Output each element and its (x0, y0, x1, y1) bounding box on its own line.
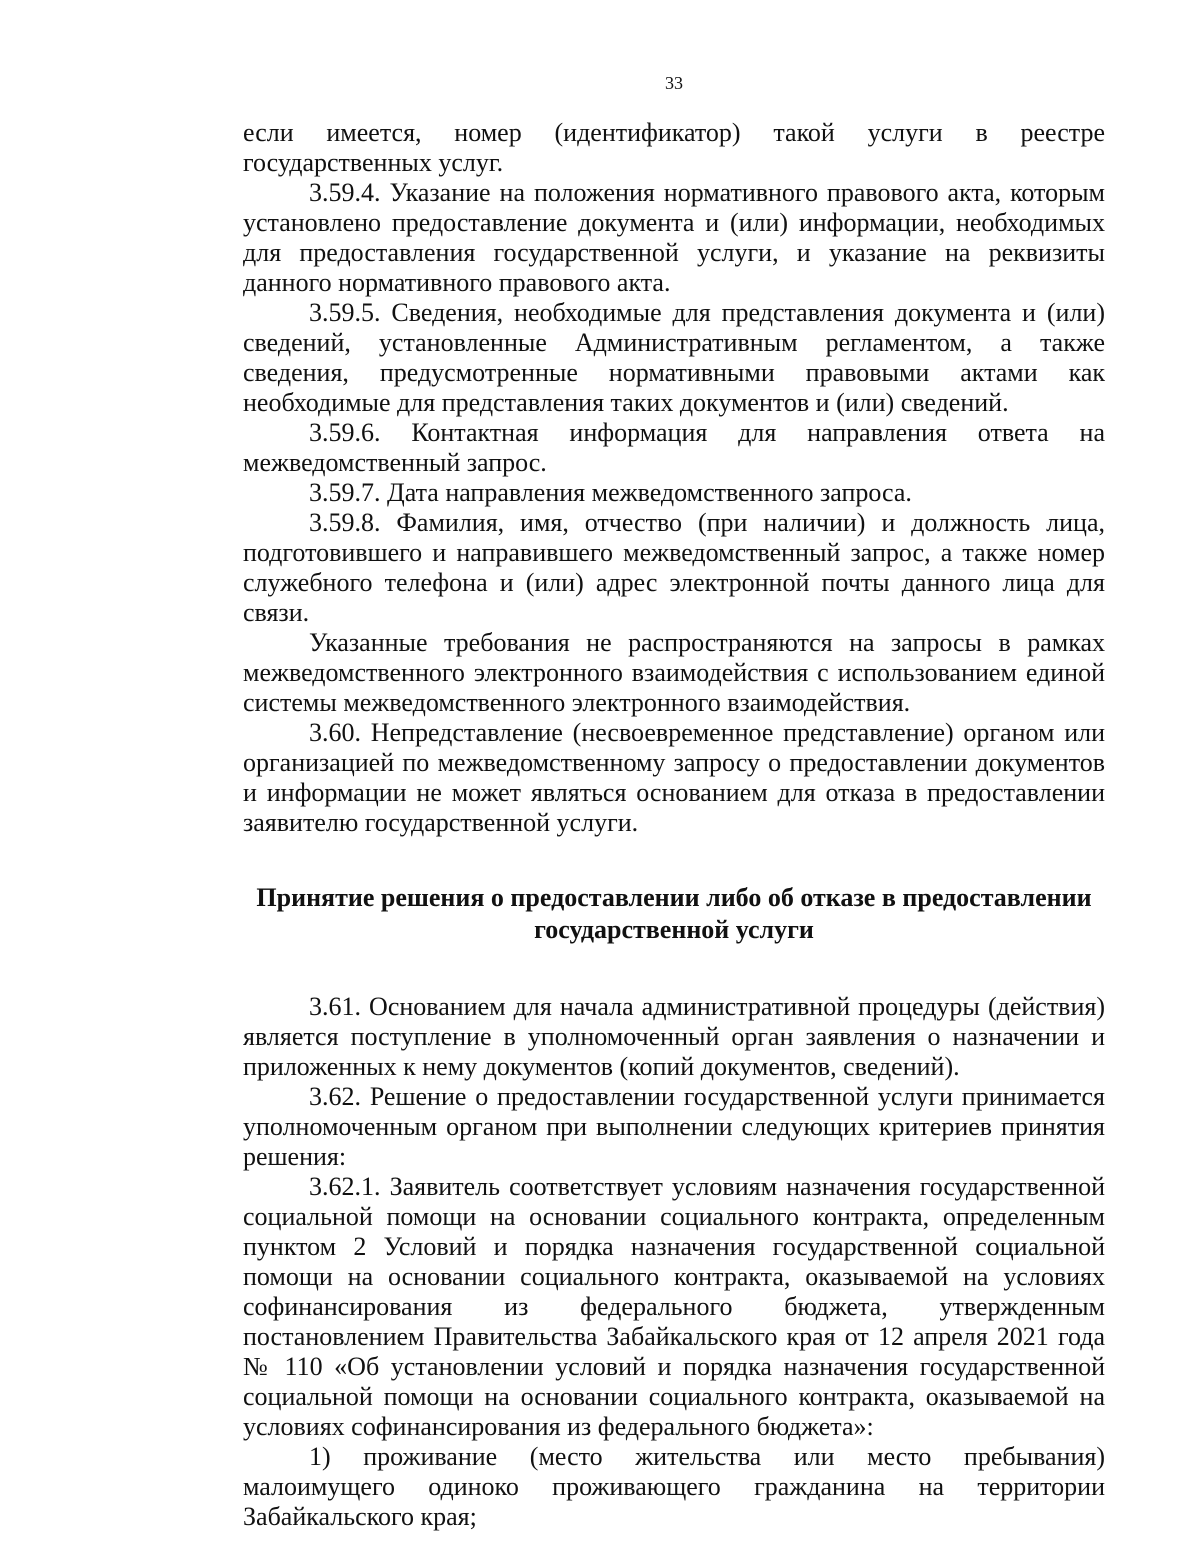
paragraph-item-1: 1) проживание (место жительства или место пребывания) малоимущего одиноко проживающего гражданина на территории Забайкальского края; (243, 1442, 1105, 1531)
section-heading-line-2: государственной услуги (534, 915, 814, 944)
paragraph-3-59-7: 3.59.7. Дата направления межведомственного запроса. (309, 478, 912, 507)
paragraph-3-61: 3.61. Основанием для начала административной процедуры (действия) является поступление в уполномоченный орган заявления о назначении и приложенных к нему документов (копий документов, сведений). (243, 992, 1105, 1081)
paragraph-requirements-note: Указанные требования не распространяются на запросы в рамках межведомственного электронного взаимодействия с использованием единой системы межведомственного электронного взаимодействия. (243, 628, 1105, 717)
paragraph-3-59-6: 3.59.6. Контактная информация для направления ответа на межведомственный запрос. (243, 418, 1105, 477)
section-heading (243, 882, 1105, 946)
document-body (243, 118, 1105, 1532)
paragraph-3-59-8: 3.59.8. Фамилия, имя, отчество (при наличии) и должность лица, подготовившего и направившего межведомственный запрос, а также номер служебного телефона и (или) адрес электронной почты данного лица для связи. (243, 508, 1105, 627)
paragraph-3-62-1: 3.62.1. Заявитель соответствует условиям назначения государственной социальной помощи на основании социального контракта, определенным пунктом 2 Условий и порядка назначения государственной социальной помощи на основании социального контракта, оказываемой на условиях софинансирования из федерального бюджета, утвержденным постановлением Правительства Забайкальского края от 12 апреля 2021 года № 110 «Об установлении условий и порядка назначения государственной социальной помощи на основании социального контракта, оказываемой на условиях софинансирования из федерального бюджета»: (243, 1172, 1105, 1441)
paragraph-3-59-5: 3.59.5. Сведения, необходимые для представления документа и (или) сведений, установленные Административным регламентом, а также сведения, предусмотренные нормативными правовыми актами как необходимые для представления таких документов и (или) сведений. (243, 298, 1105, 417)
paragraph-continuation: если имеется, номер (идентификатор) такой услуги в реестре государственных услуг. (243, 118, 1105, 177)
page-number: 33 (665, 73, 683, 93)
paragraph-3-62: 3.62. Решение о предоставлении государственной услуги принимается уполномоченным органом при выполнении следующих критериев принятия решения: (243, 1082, 1105, 1171)
paragraph-3-60: 3.60. Непредставление (несвоевременное представление) органом или организацией по межведомственному запросу о предоставлении документов и информации не может являться основанием для отказа в предоставлении заявителю государственной услуги. (243, 718, 1105, 837)
section-heading-line-1: Принятие решения о предоставлении либо об отказе в предоставлении (256, 883, 1092, 912)
paragraph-3-59-4: 3.59.4. Указание на положения нормативного правового акта, которым установлено предоставление документа и (или) информации, необходимых для предоставления государственной услуги, и указание на реквизиты данного нормативного правового акта. (243, 178, 1105, 297)
